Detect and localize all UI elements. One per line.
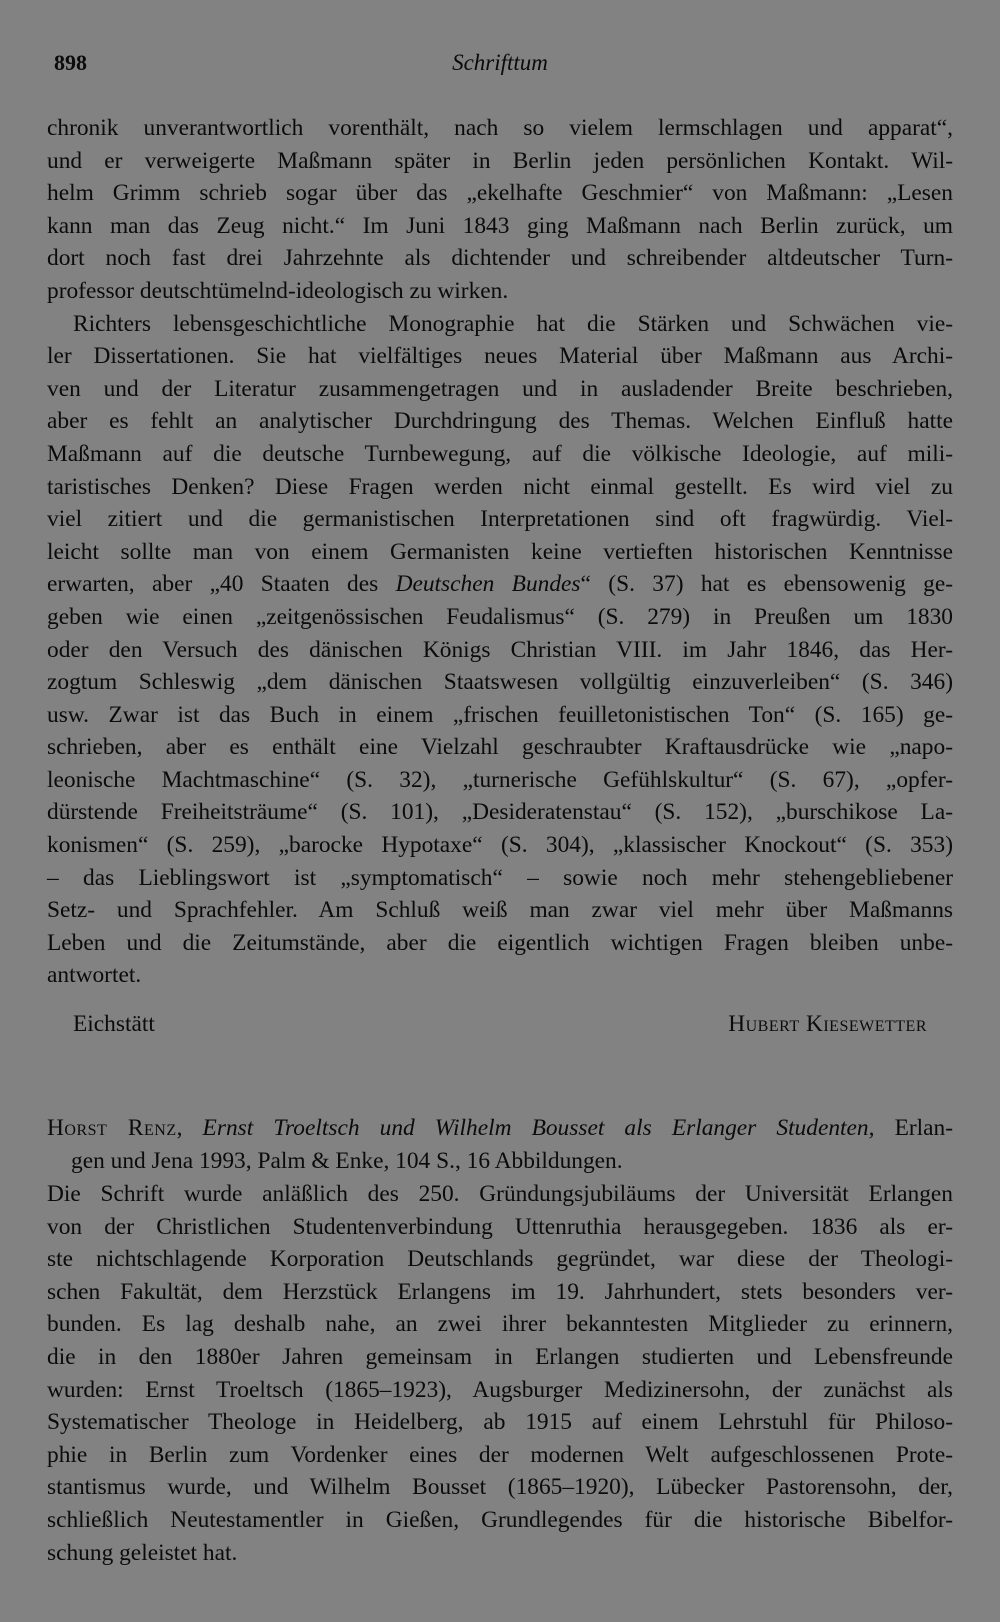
text-line: stantismus wurde, und Wilhelm Bousset (1865–1920), Lübecker Pastorensohn, der, <box>47 1474 953 1501</box>
text-line: – das Lieblingswort ist „symptomatisch“ – sowie noch mehr stehengebliebener <box>47 864 953 891</box>
text-line: ste nichtschlagende Korporation Deutschlands gegründet, war diese der Theologi- <box>47 1246 953 1273</box>
text-line: schung geleistet hat. <box>47 1539 238 1566</box>
reviewed-author: Horst Renz <box>47 1115 177 1141</box>
text-line: Die Schrift wurde anläßlich des 250. Gründungsjubiläums der Universität Erlangen <box>47 1181 953 1207</box>
text-line: ler Dissertationen. Sie hat vielfältiges neues Material über Maßmann aus Archi- <box>47 343 953 370</box>
text-line: bunden. Es lag deshalb nahe, an zwei ihrer bekanntesten Mitglieder zu erinnern, <box>47 1311 953 1338</box>
text-line: schrieben, aber es enthält eine Vielzahl geschraubter Kraftausdrücke wie „napo- <box>47 734 953 761</box>
review-heading <box>47 1112 953 1177</box>
text-line: antwortet. <box>47 962 142 989</box>
publication-info: Erlan- <box>874 1115 954 1141</box>
text-segment: erwarten, aber „40 Staaten des <box>47 571 396 598</box>
review-body-1 <box>47 112 953 992</box>
text-line: Leben und die Zeitumstände, aber die eigentlich wichtigen Fragen bleiben unbe- <box>47 929 953 956</box>
text-line: aber es fehlt an analytischer Durchdringung des Themas. Welchen Einfluß hatte <box>47 408 953 435</box>
text-line: von der Christlichen Studentenverbindung Uttenruthia herausgegeben. 1836 als er- <box>47 1213 953 1240</box>
text-line: dürstende Freiheitsträume“ (S. 101), „Desideratenstau“ (S. 152), „burschikose La- <box>47 799 953 826</box>
running-title: Schrifttum <box>452 50 548 75</box>
text-line: Maßmann auf die deutsche Turnbewegung, auf die völkische Ideologie, auf mili- <box>47 440 953 467</box>
text-segment: “ (S. 37) hat es ebensowenig ge- <box>580 571 953 598</box>
text-line: schließlich Neutestamentler in Gießen, Grundlegendes für die historische Bibelfor- <box>47 1506 953 1533</box>
italic-title: Deutschen Bundes <box>395 571 581 598</box>
text-line: konismen“ (S. 259), „barocke Hypotaxe“ (S. 304), „klassischer Knockout“ (S. 353) <box>47 832 953 859</box>
heading-line: Horst Renz, Ernst Troeltsch und Wilhelm Bousset als Erlanger Studenten, Erlan- <box>47 1115 954 1141</box>
text-line: oder den Versuch des dänischen Königs Christian VIII. im Jahr 1846, das Her- <box>47 636 953 663</box>
reviewed-title: Ernst Troeltsch und Wilhelm Bousset als Erlanger Studenten, <box>202 1115 875 1141</box>
text-line: chronik unverantwortlich vorenthält, nach so vielem lermschlagen und apparat“, <box>47 115 953 141</box>
text-line: Richters lebensgeschichtliche Monographie hat die Stärken und Schwächen vie- <box>73 310 953 337</box>
heading-line: gen und Jena 1993, Palm & Enke, 104 S., 16 Abbildungen. <box>71 1147 623 1174</box>
text-line: phie in Berlin zum Vordenker eines der modernen Welt aufgeschlossenen Prote- <box>47 1441 953 1468</box>
text-line: die in den 1880er Jahren gemeinsam in Erlangen studierten und Lebensfreunde <box>47 1343 953 1370</box>
text-line: zogtum Schleswig „dem dänischen Staatswesen vollgültig einzuverleiben“ (S. 346) <box>47 669 953 696</box>
text-line: Systematischer Theologe in Heidelberg, ab 1915 auf einem Lehrstuhl für Philoso- <box>47 1409 953 1436</box>
text-line <box>47 568 953 601</box>
text-line: professor deutschtümelnd-ideologisch zu wirken. <box>47 277 509 304</box>
text-line <box>47 601 953 634</box>
review-body-2 <box>47 1178 953 1569</box>
page-number: 898 <box>54 50 87 75</box>
signature-place: Eichstätt <box>73 1011 155 1037</box>
text-line: ven und der Literatur zusammengetragen und in ausladender Breite beschrieben, <box>47 375 953 402</box>
text-line: kann man das Zeug nicht.“ Im Juni 1843 ging Maßmann nach Berlin zurück, um <box>47 212 953 239</box>
text-line: leonische Machtmaschine“ (S. 32), „turnerische Gefühlskultur“ (S. 67), „opfer- <box>47 766 953 793</box>
signature-author: Hubert Kiesewetter <box>728 1011 927 1037</box>
text-segment: geben wie einen <box>47 603 256 630</box>
page-header <box>54 50 946 84</box>
text-line: viel zitiert und die germanistischen Interpretationen sind oft fragwürdig. Viel- <box>47 506 953 533</box>
text-line: und er verweigerte Maßmann später in Berlin jeden persönlichen Kontakt. Wil- <box>47 147 953 174</box>
text-line: helm Grimm schrieb sogar über das „ekelhafte Geschmier“ von Maßmann: „Lesen <box>47 180 953 207</box>
text-segment: „zeitgenössischen Feudalismus“ (S. 279) in Preußen um 1830 <box>255 603 953 630</box>
text-line: wurden: Ernst Troeltsch (1865–1923), Augsburger Medizinersohn, der zunächst als <box>47 1376 953 1403</box>
text-line: taristisches Denken? Diese Fragen werden nicht einmal gestellt. Es wird viel zu <box>47 473 953 500</box>
text-line: leicht sollte man von einem Germanisten keine vertieften historischen Kenntnisse <box>47 538 953 565</box>
text-line: Setz- und Sprachfehler. Am Schluß weiß man zwar viel mehr über Maßmanns <box>47 897 953 924</box>
text-line: dort noch fast drei Jahrzehnte als dichtender und schreibender altdeutscher Turn- <box>47 245 953 272</box>
text-line: schen Fakultät, dem Herzstück Erlangens im 19. Jahrhundert, stets besonders ver- <box>47 1278 953 1305</box>
review-signature <box>73 1011 927 1045</box>
text-line: usw. Zwar ist das Buch in einem „frischen feuilletonistischen Ton“ (S. 165) ge- <box>47 701 953 728</box>
